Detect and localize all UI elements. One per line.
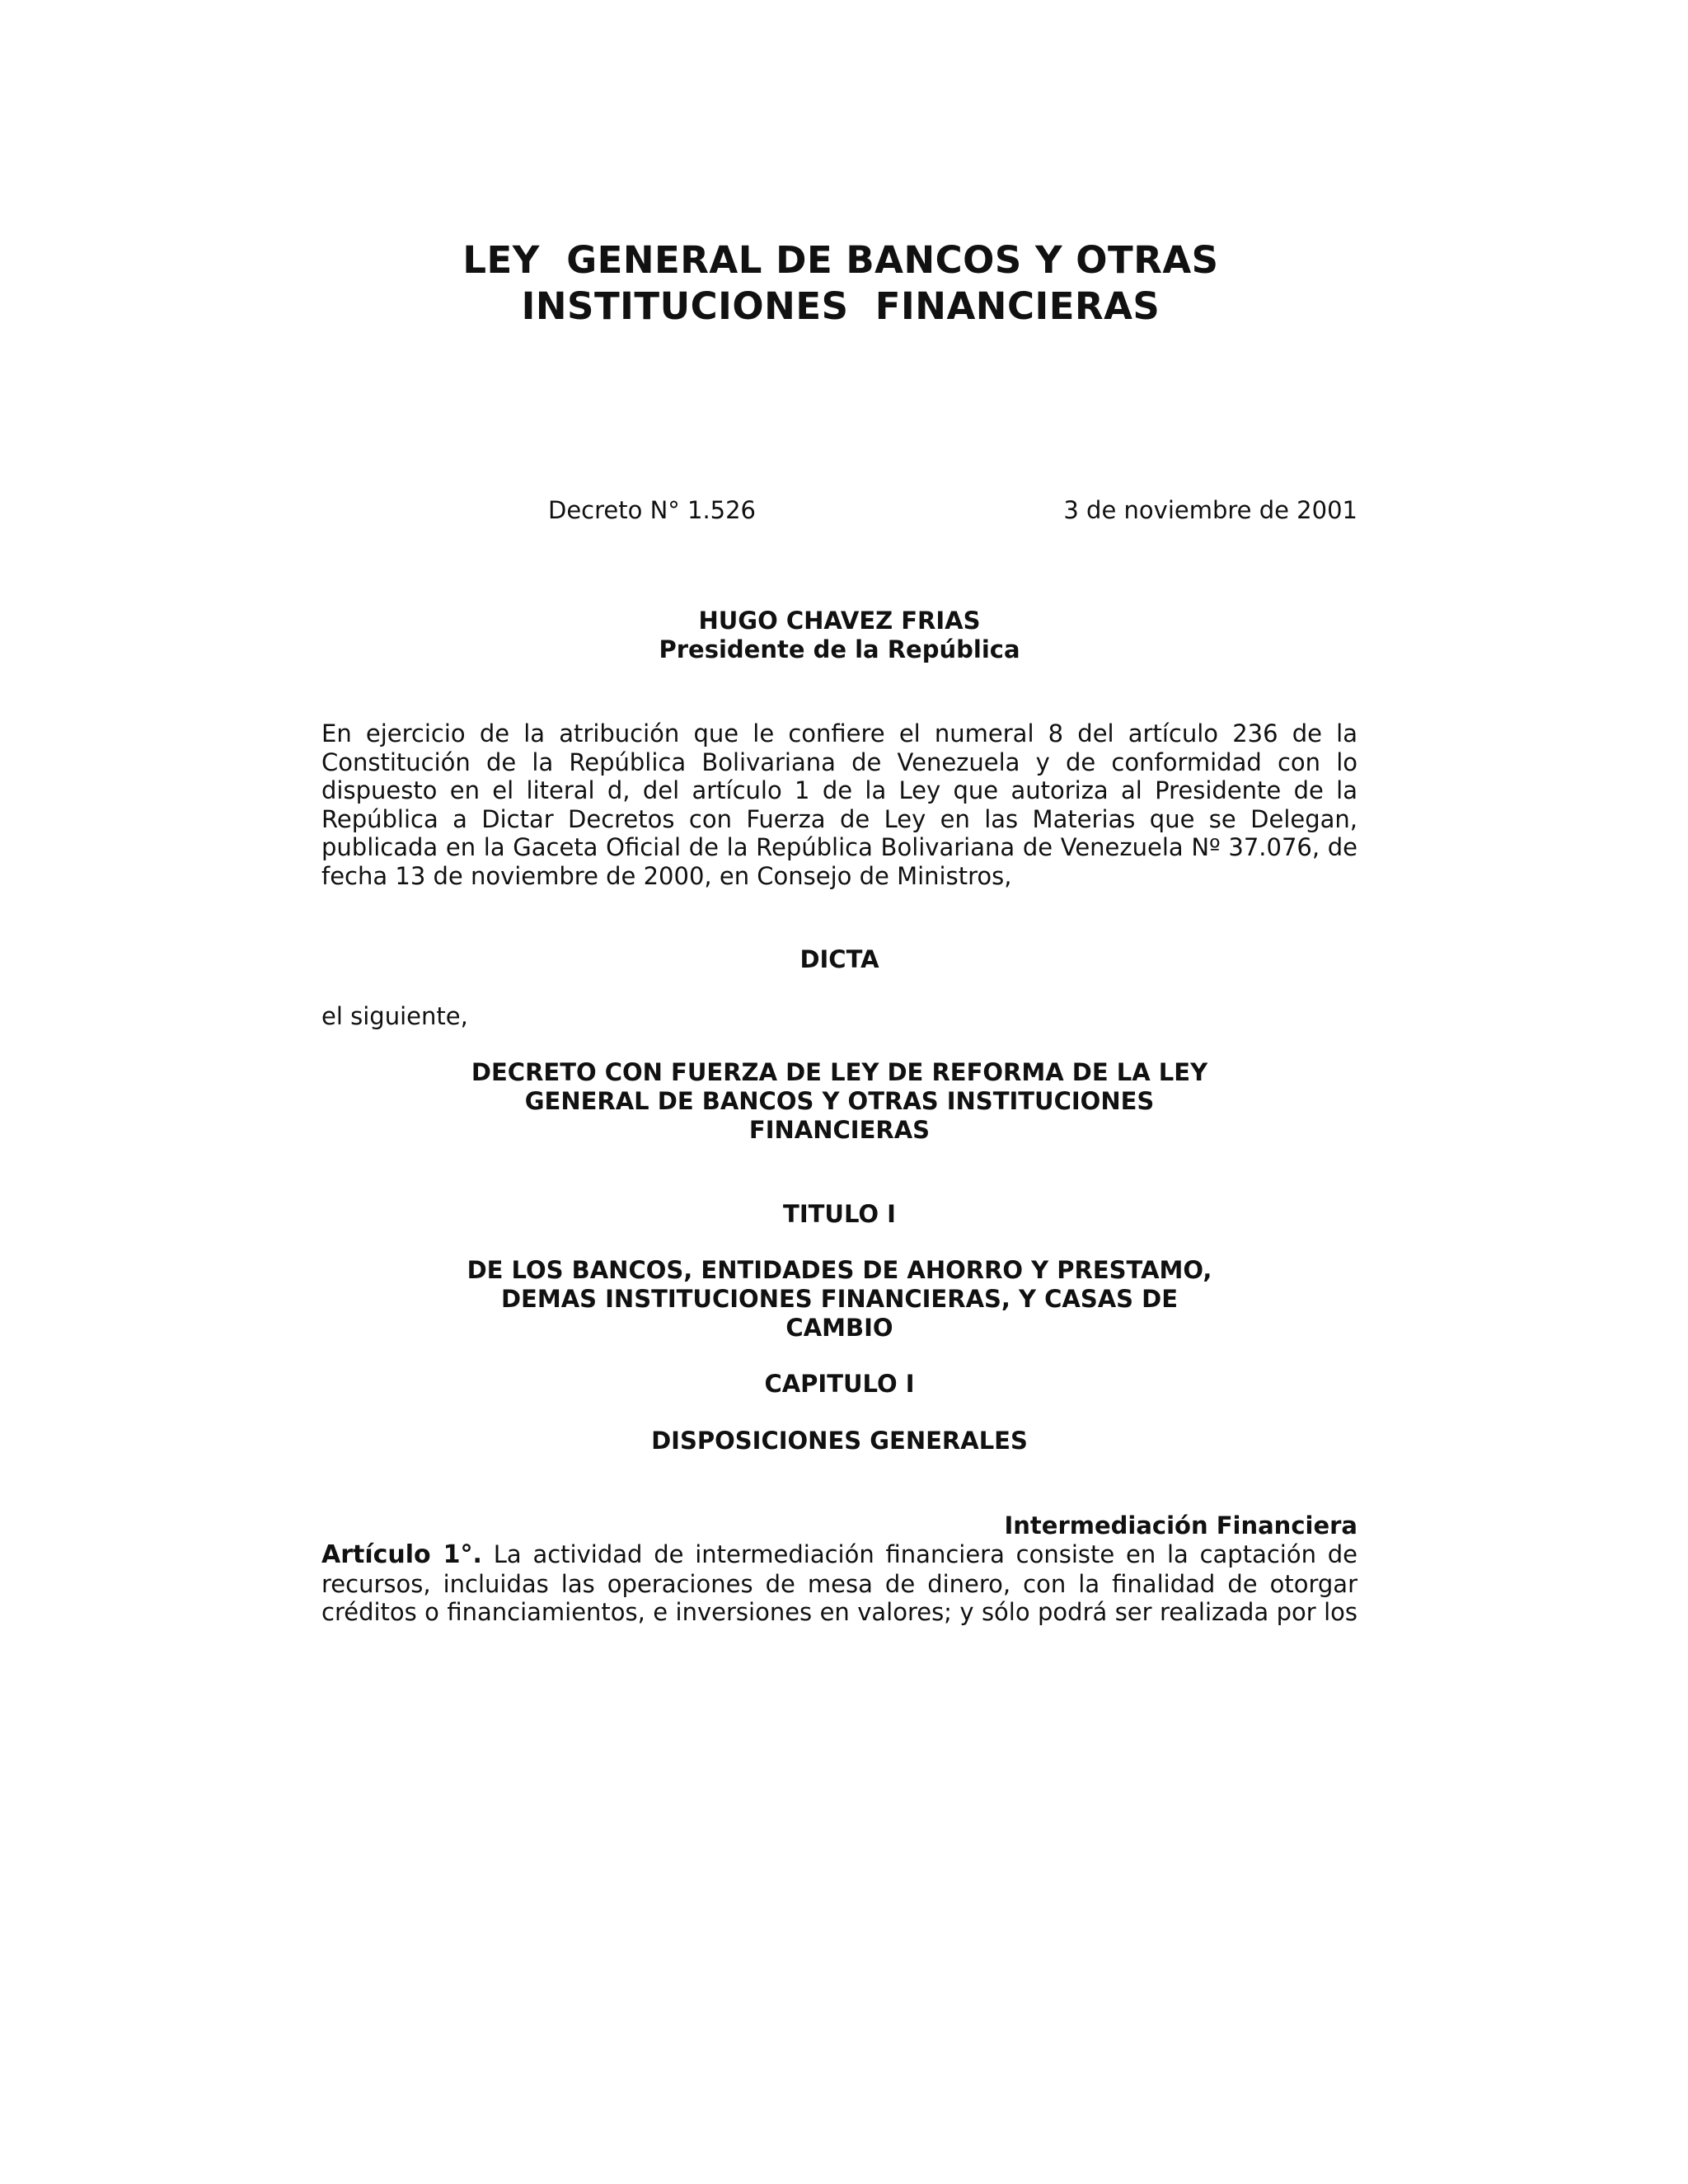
- decree-number: Decreto N° 1.526: [548, 496, 757, 524]
- article-1-paragraph: [321, 1540, 1357, 1627]
- law-title-line-2: INSTITUCIONES FINANCIERAS: [521, 284, 1160, 328]
- titulo-subject-line-3: CAMBIO: [785, 1314, 893, 1342]
- titulo-subject-line-1: DE LOS BANCOS, ENTIDADES DE AHORRO Y PRESTAMO,: [467, 1256, 1212, 1284]
- decree-title-line-1: DECRETO CON FUERZA DE LEY DE REFORMA DE LA LEY: [471, 1058, 1208, 1086]
- president-block: [321, 607, 1357, 664]
- president-name: HUGO CHAVEZ FRIAS: [698, 607, 981, 635]
- decree-date: 3 de noviembre de 2001: [1063, 496, 1357, 524]
- siguiente-text: el siguiente,: [321, 1002, 468, 1030]
- law-title-line-1: LEY GENERAL DE BANCOS Y OTRAS: [462, 238, 1219, 282]
- article-1-text: La actividad de intermediación financiera consiste en la captación de recursos, incluidas las operaciones de mesa de dinero, con la finalidad de otorgar créditos o financiamientos, e inversiones en valores; y sólo podrá ser realizada por los: [321, 1540, 1358, 1626]
- capitulo-subject: DISPOSICIONES GENERALES: [651, 1427, 1028, 1455]
- president-role: Presidente de la República: [659, 635, 1020, 663]
- titulo-subject-line-2: DEMAS INSTITUCIONES FINANCIERAS, Y CASAS DE: [500, 1285, 1179, 1313]
- titulo-subject: [321, 1256, 1357, 1343]
- law-title: [321, 237, 1360, 330]
- preamble-paragraph: En ejercicio de la atribución que le confiere el numeral 8 del artículo 236 de la Constitución de la República Bolivariana de Venezuela y de conformidad con lo dispuesto en el literal d, del artículo 1 de la Ley que autoriza al Presidente de la República a Dictar Decretos con Fuerza de Ley en las Materias que se Delegan, publicada en la Gaceta Oficial de la República Bolivariana de Venezuela Nº 37.076, de fecha 13 de noviembre de 2000, en Consejo de Ministros,: [321, 719, 1357, 890]
- titulo-heading: TITULO I: [783, 1200, 896, 1228]
- dicta-heading: DICTA: [799, 945, 879, 973]
- decree-title: [321, 1058, 1357, 1145]
- article-1-heading: Intermediación Financiera: [1004, 1511, 1357, 1540]
- decree-title-line-2: GENERAL DE BANCOS Y OTRAS INSTITUCIONES: [524, 1087, 1155, 1115]
- article-1-label: Artículo 1°.: [321, 1540, 482, 1569]
- decree-title-line-3: FINANCIERAS: [748, 1116, 931, 1144]
- capitulo-heading: CAPITULO I: [764, 1370, 915, 1398]
